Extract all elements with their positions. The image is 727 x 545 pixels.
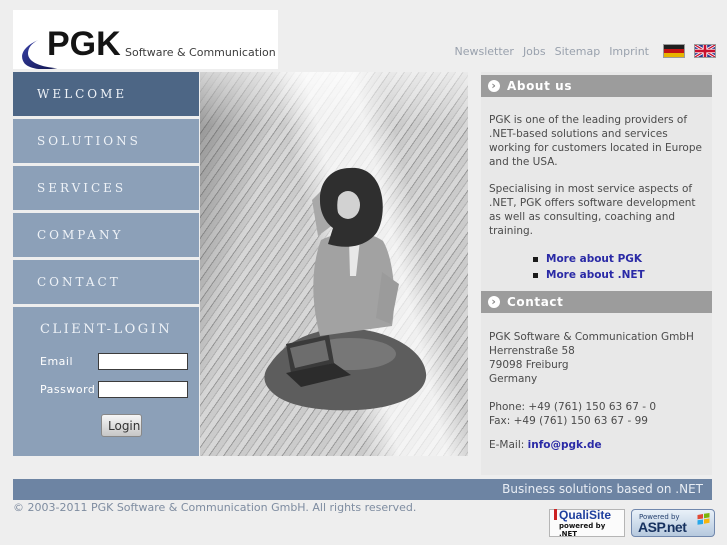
sidebar-item-contact[interactable]: CONTACT: [13, 260, 199, 304]
contact-title: Contact: [507, 295, 564, 309]
password-field[interactable]: [98, 381, 188, 398]
chevron-circle-icon: ›: [488, 80, 500, 92]
banner-bar: [13, 479, 712, 500]
email-row-label: E-Mail:: [489, 439, 525, 451]
about-paragraph-1: PGK is one of the leading providers of .NET-based solutions and services working for customers located in Europe and the USA.: [489, 114, 702, 168]
about-paragraph-2: Specialising in most service aspects of .NET, PGK offers software development as well as consulting, coaching and training.: [489, 183, 696, 237]
sidebar-item-services[interactable]: SERVICES: [13, 166, 199, 210]
windows-flag-icon: [697, 513, 710, 525]
top-nav: [454, 44, 716, 58]
aspnet-badge[interactable]: [631, 509, 715, 537]
about-link-list: [489, 251, 712, 283]
hero-photo-figure: [200, 72, 468, 456]
client-login-title: CLIENT-LOGIN: [40, 322, 173, 337]
about-us-header: [481, 75, 712, 97]
sidebar: [13, 72, 199, 456]
hero-photo: [200, 72, 468, 456]
login-button[interactable]: Login: [101, 414, 142, 437]
nav-newsletter[interactable]: Newsletter: [454, 44, 514, 58]
password-label: Password: [40, 383, 96, 396]
sidebar-item-solutions[interactable]: SOLUTIONS: [13, 119, 199, 163]
aspnet-name: ASP.net: [638, 519, 687, 535]
chevron-circle-icon: ›: [488, 296, 500, 308]
contact-address: PGK Software & Communication GmbH Herrenstraße 58 79098 Freiburg Germany: [489, 331, 694, 385]
more-about-pgk-link[interactable]: More about PGK: [533, 251, 712, 267]
logo[interactable]: [13, 10, 278, 69]
nav-jobs[interactable]: Jobs: [522, 44, 546, 58]
about-us-title: About us: [507, 79, 573, 93]
qualisite-subtitle: powered by .NET: [559, 521, 606, 538]
contact-fax: Fax: +49 (761) 150 63 67 - 99: [489, 415, 648, 427]
footer-badges: [549, 509, 715, 537]
banner-text: Business solutions based on .NET: [502, 482, 703, 496]
email-link[interactable]: info@pgk.de: [527, 439, 602, 451]
bullet-square-icon: [533, 273, 538, 278]
more-about-dotnet-link[interactable]: More about .NET: [533, 267, 712, 283]
qualisite-redbar-icon: [554, 509, 557, 520]
sidebar-item-company[interactable]: COMPANY: [13, 213, 199, 257]
client-login-panel: [13, 307, 199, 456]
logo-tagline: Software & Communication: [125, 46, 276, 59]
nav-sitemap[interactable]: Sitemap: [554, 44, 601, 58]
logo-text: PGK: [47, 25, 121, 63]
contact-text: [489, 330, 712, 452]
german-flag-icon[interactable]: [663, 44, 685, 58]
right-column: [481, 72, 712, 475]
sidebar-item-welcome[interactable]: WELCOME: [13, 72, 199, 116]
nav-imprint[interactable]: Imprint: [609, 44, 649, 58]
qualisite-title: QualiSite: [559, 507, 612, 522]
copyright-text: © 2003-2011 PGK Software & Communication GmbH. All rights reserved.: [13, 501, 417, 514]
contact-email-row: [489, 438, 712, 452]
email-label: Email: [40, 355, 74, 368]
contact-phone: Phone: +49 (761) 150 63 67 - 0: [489, 401, 657, 413]
contact-header: [481, 291, 712, 313]
about-us-text: [489, 113, 712, 283]
qualisite-badge[interactable]: [549, 509, 625, 537]
bullet-square-icon: [533, 257, 538, 262]
email-field[interactable]: [98, 353, 188, 370]
aspnet-powered-by: Powered by: [639, 513, 680, 521]
uk-flag-icon[interactable]: [694, 44, 716, 58]
